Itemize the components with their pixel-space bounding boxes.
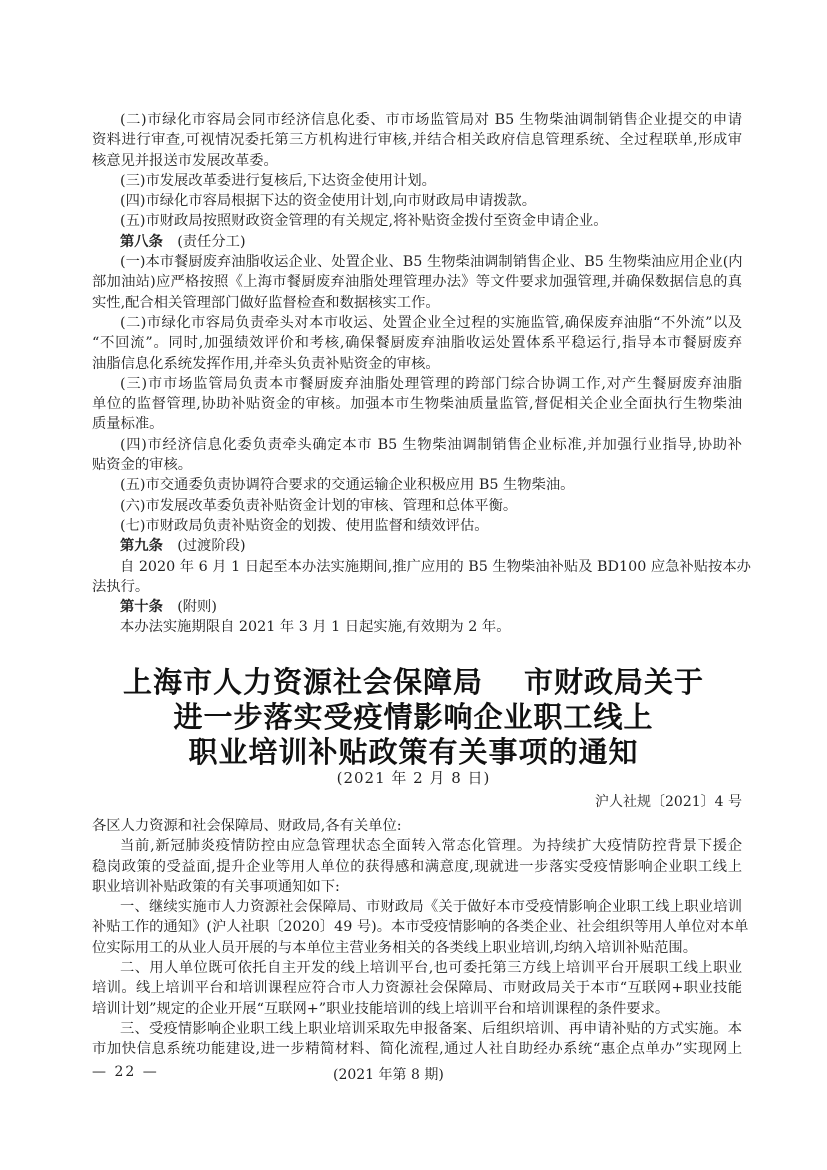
text-line: 各区人力资源和社会保障局、财政局,各有关单位: <box>92 818 402 834</box>
paragraph <box>92 897 749 958</box>
notice-title-line: 进一步落实受疫情影响企业职工线上 <box>173 700 654 734</box>
text-line: 单位的监督管理,协助补贴资金的审核。加强本市生物柴油质量监管,督促相关企业全面执行生物柴油 <box>92 396 742 413</box>
text-line: 稳岗政策的受益面,提升企业等用人单位的获得感和满意度,现就进一步落实受疫情影响企业职工线上 <box>92 858 742 875</box>
article-number: 第十条 <box>120 599 163 616</box>
notice-title <box>0 665 827 770</box>
paragraph <box>92 191 742 211</box>
salutation <box>92 816 742 836</box>
text-line: 培训。线上培训平台和培训课程应符合市人力资源社会保障局、市财政局关于本市“互联网+职业技能 <box>92 980 742 997</box>
article-heading <box>92 232 742 252</box>
paragraph <box>92 435 742 476</box>
text-line: (三)市市场监管局负责本市餐厨废弃油脂处理管理的跨部门综合协调工作,对产生餐厨废弃油脂 <box>120 375 742 392</box>
paragraph <box>92 1019 742 1060</box>
text-line: (二)市绿化市容局会同市经济信息化委、市市场监管局对 B5 生物柴油调制销售企业提交的申请 <box>120 112 742 128</box>
paragraph <box>92 252 742 313</box>
paragraph <box>92 171 742 191</box>
text-line: 资料进行审查,可视情况委托第三方机构进行审核,并结合相关政府信息管理系统、全过程联单,形成审 <box>92 132 742 149</box>
text-line: 核意见并报送市发展改革委。 <box>92 152 278 169</box>
text-line: (三)市发展改革委进行复核后,下达资金使用计划。 <box>120 172 436 189</box>
paragraph <box>92 516 742 536</box>
text-line: 贴资金的审核。 <box>92 457 193 474</box>
text-line: 培训计划”规定的企业开展“互联网+”职业技能培训的线上培训平台和培训课程的条件要求。 <box>92 1000 670 1017</box>
text-line: 部加油站)应严格按照《上海市餐厨废弃油脂处理管理办法》等文件要求加强管理,并确保数据信息的真 <box>92 274 742 291</box>
paragraph <box>92 557 751 598</box>
article-subtitle: (责任分工) <box>177 233 246 250</box>
text-line: (一)本市餐厨废弃油脂收运企业、处置企业、B5 生物柴油调制销售企业、B5 生物柴油应用企业(内 <box>120 254 743 271</box>
text-line: 补贴工作的通知》(沪人社职〔2020〕49 号)。本市受疫情影响的各类企业、社会组织等用人单位对本单 <box>92 919 749 936</box>
article-number: 第八条 <box>120 233 163 250</box>
text-line: 自 2020 年 6 月 1 日起至本办法实施期间,推广应用的 B5 生物柴油补贴及 BD100 应急补贴按本办 <box>120 558 751 575</box>
paragraph <box>92 475 742 495</box>
text-line: 三、受疫情影响企业职工线上职业培训采取先申报备案、后组织培训、再申请补贴的方式实施。本 <box>120 1020 742 1037</box>
notice-date: (2021 年 2 月 8 日) <box>336 769 491 787</box>
paragraph <box>92 313 742 374</box>
paragraph <box>92 211 742 231</box>
paragraph <box>92 617 742 637</box>
text-line: (五)市交通委负责协调符合要求的交通运输企业积极应用 B5 生物柴油。 <box>120 477 575 494</box>
paragraph <box>92 836 742 897</box>
lower-section <box>92 816 749 1060</box>
text-line: “不回流”。同时,加强绩效评价和考核,确保餐厨废弃油脂收运处置体系平稳运行,指导本市餐厨废弃 <box>92 335 742 352</box>
text-line: 实性,配合相关管理部门做好监督检查和数据核实工作。 <box>92 294 440 311</box>
text-line: 职业培训补贴政策的有关事项通知如下: <box>92 878 340 895</box>
notice-title-line: 上海市人力资源社会保障局 市财政局关于 <box>122 665 705 699</box>
paragraph <box>92 496 742 516</box>
notice-title-line: 职业培训补贴政策有关事项的通知 <box>188 735 639 769</box>
text-line: (七)市财政局负责补贴资金的划拨、使用监督和绩效评估。 <box>120 517 489 534</box>
document-number: 沪人社规〔2021〕4 号 <box>595 794 742 810</box>
article-heading <box>92 597 742 617</box>
issue-label: (2021 年第 8 期) <box>333 1067 444 1083</box>
paragraph <box>92 110 742 171</box>
page-number: — 22 — <box>92 1064 159 1080</box>
article-subtitle: (过渡阶段) <box>177 538 246 555</box>
text-line: 质量标准。 <box>92 416 164 433</box>
text-line: 市加快信息系统功能建设,进一步精简材料、简化流程,通过人社自助经办系统“惠企点单办”实现网上 <box>92 1041 742 1058</box>
text-line: (五)市财政局按照财政资金管理的有关规定,将补贴资金拨付至资金申请企业。 <box>120 213 608 230</box>
article-number: 第九条 <box>120 538 163 555</box>
text-line: 法执行。 <box>92 578 150 595</box>
text-line: (四)市经济信息化委负责牵头确定本市 B5 生物柴油调制销售企业标准,并加强行业指导,协助补 <box>120 436 742 453</box>
upper-section <box>92 110 751 638</box>
text-line: 油脂信息化系统发挥作用,并牵头负责补贴资金的审核。 <box>92 355 440 372</box>
text-line: 二、用人单位既可依托自主开发的线上培训平台,也可委托第三方线上培训平台开展职工线上职业 <box>120 960 742 977</box>
text-line: (二)市绿化市容局负责牵头对本市收运、处置企业全过程的实施监管,确保废弃油脂“不外流”以及 <box>120 314 742 331</box>
text-line: (六)市发展改革委负责补贴资金计划的审核、管理和总体平衡。 <box>120 497 518 514</box>
article-heading <box>92 536 742 556</box>
text-line: (四)市绿化市容局根据下达的资金使用计划,向市财政局申请拨款。 <box>120 193 537 210</box>
paragraph <box>92 374 742 435</box>
text-line: 位实际用工的从业人员开展的与本单位主营业务相关的各类线上职业培训,均纳入培训补贴范围。 <box>92 939 698 956</box>
article-subtitle: (附则) <box>177 599 217 616</box>
text-line: 本办法实施期限自 2021 年 3 月 1 日起实施,有效期为 2 年。 <box>120 619 511 636</box>
paragraph <box>92 958 742 1019</box>
text-line: 一、继续实施市人力资源社会保障局、市财政局《关于做好本市受疫情影响企业职工线上职业培训 <box>120 899 742 916</box>
text-line: 当前,新冠肺炎疫情防控由应急管理状态全面转入常态化管理。为持续扩大疫情防控背景下援企 <box>120 838 742 855</box>
